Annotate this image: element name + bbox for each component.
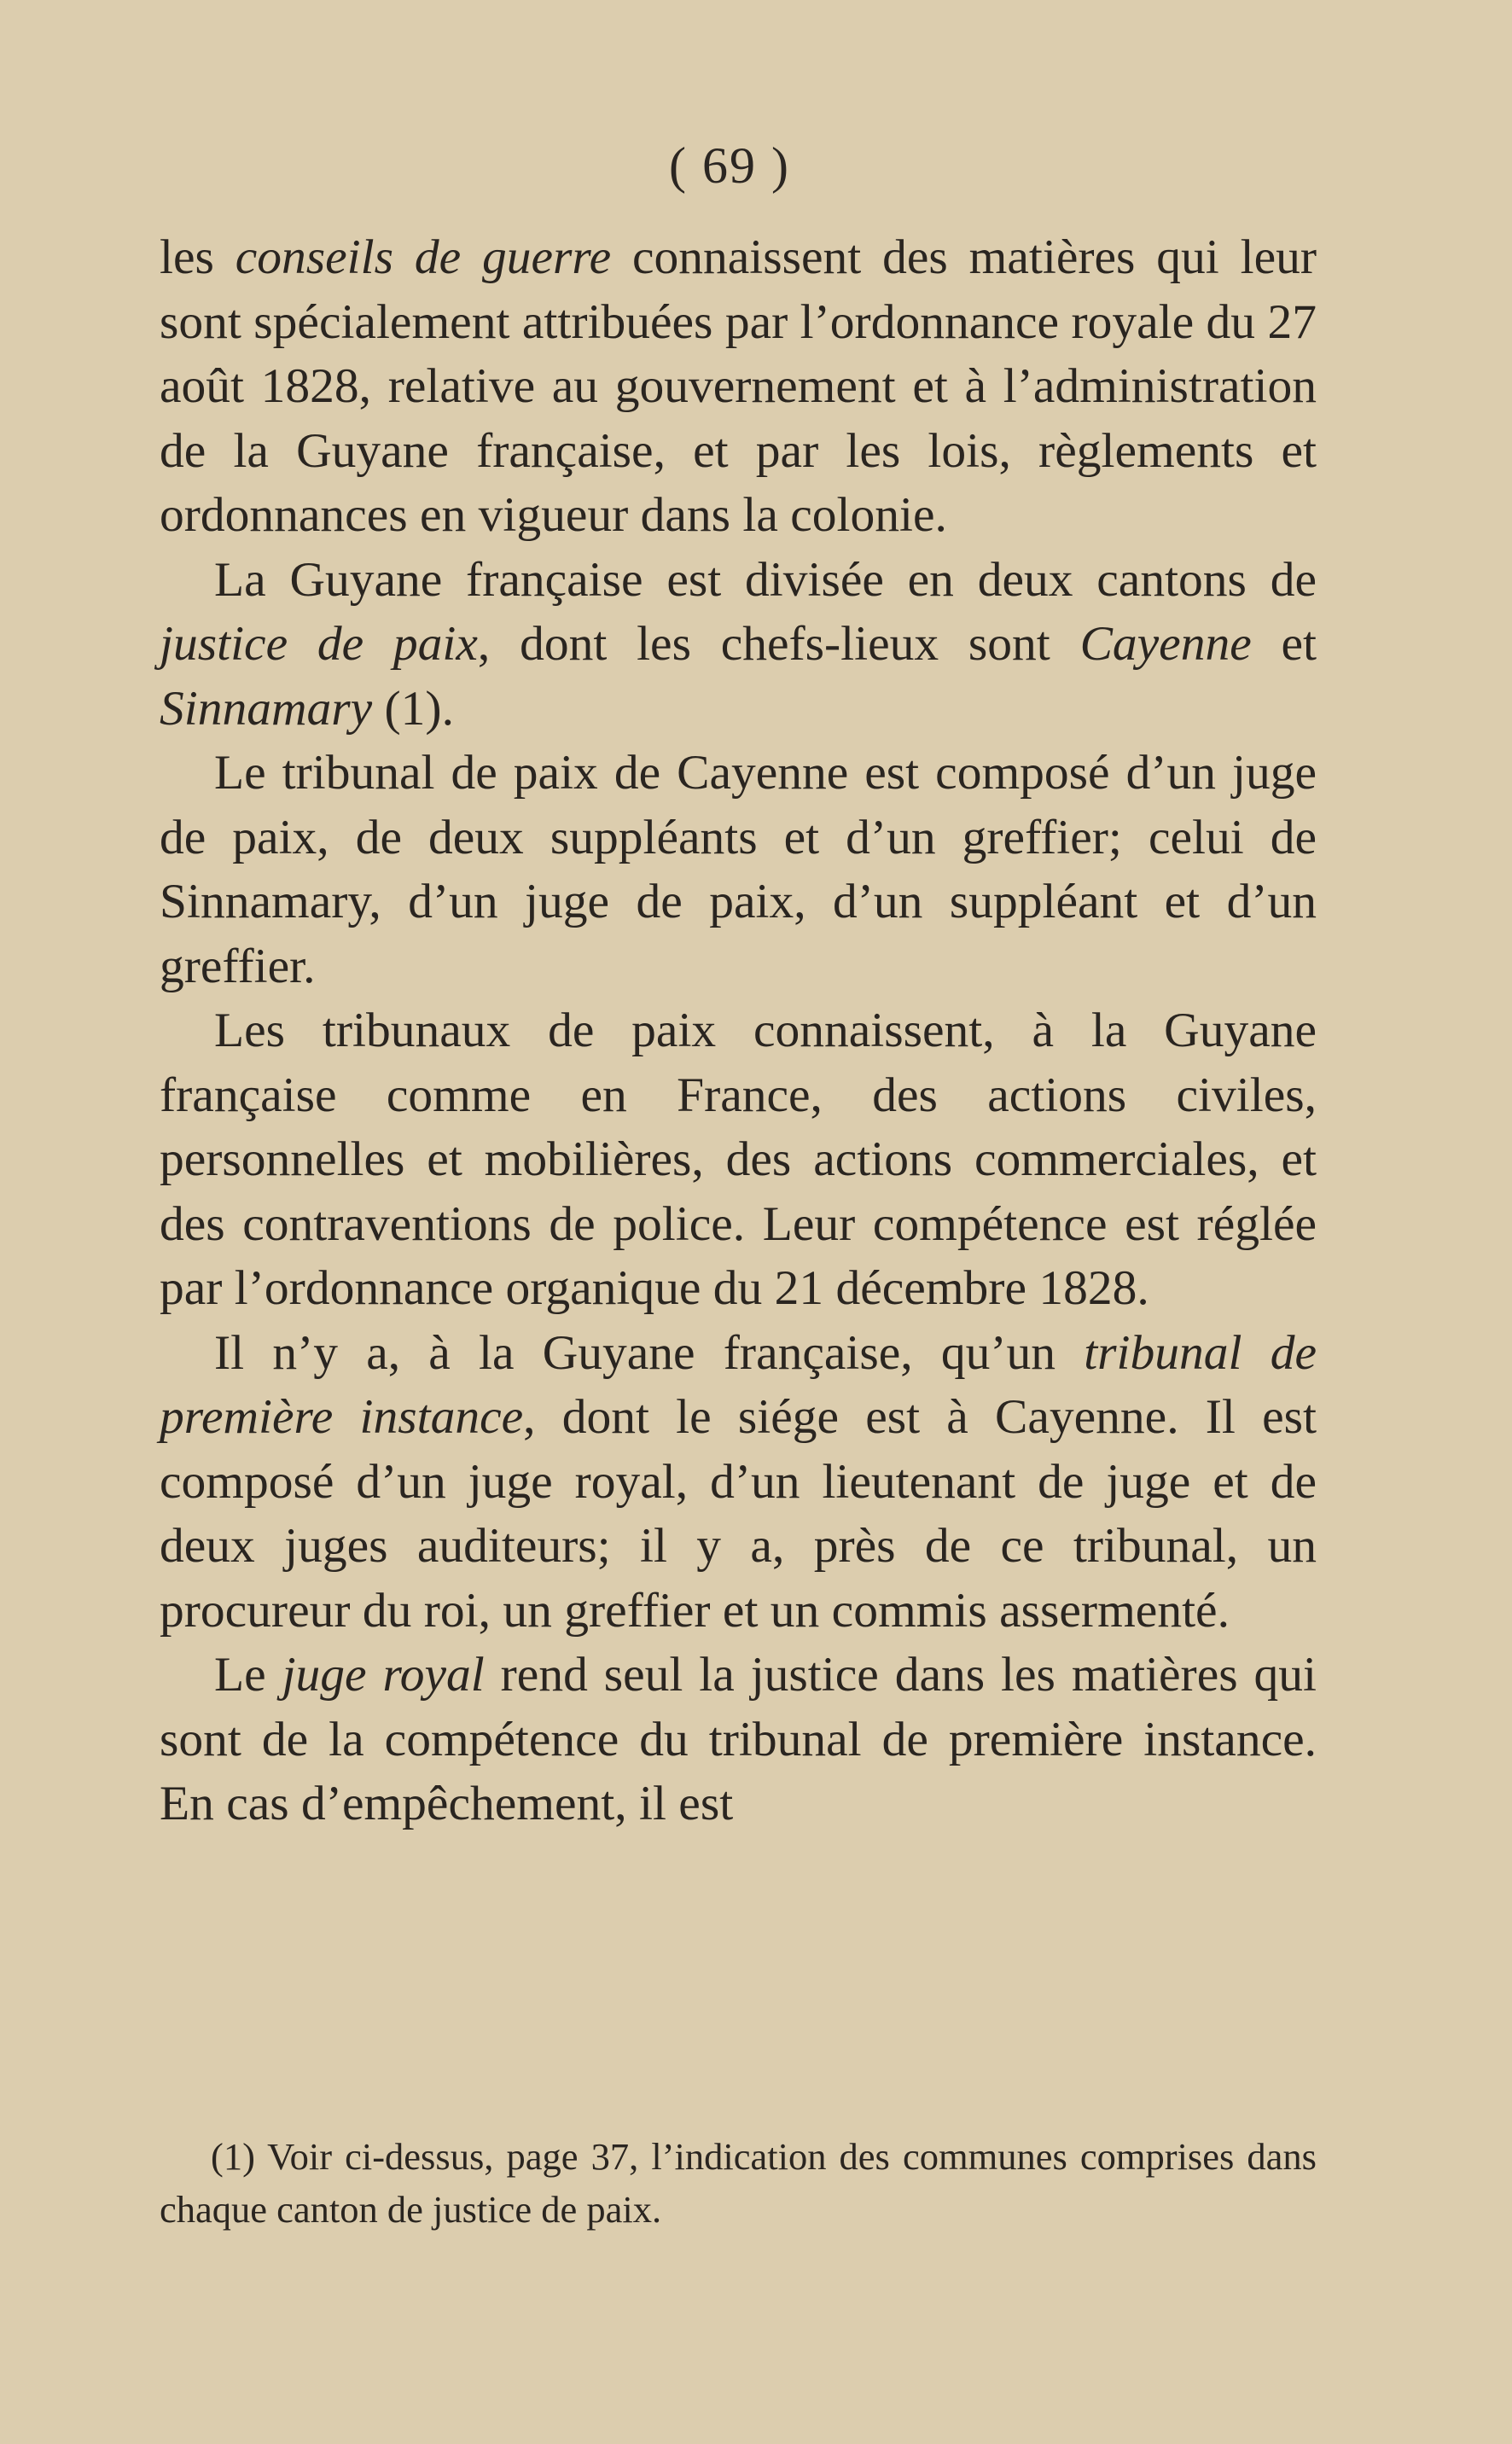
- page-number: ( 69 ): [669, 137, 790, 194]
- footnote-reference: (1).: [372, 681, 454, 736]
- paragraph-2: [160, 548, 1317, 742]
- text-segment: , dont le siége est à Cayenne. Il est composé d’un juge royal, d’un lieutenant de juge et de deux juges auditeurs; il y a, près de ce tribunal, un procureur du roi, un greffier et un commis assermenté.: [160, 1390, 1317, 1638]
- italic-term: juge royal: [282, 1648, 485, 1702]
- text-segment: les: [160, 230, 236, 284]
- italic-term: Cayenne: [1079, 617, 1252, 671]
- text-segment: Le: [214, 1648, 282, 1702]
- footnote-text: (1) Voir ci-dessus, page 37, l’indication des communes comprises dans chaque canton de justice de paix.: [160, 2135, 1317, 2231]
- footnote: [160, 2130, 1317, 2236]
- text-segment: rend seul la justice dans les matières qui sont de la compétence du tribunal de première instance. En cas d’empêchement, il est: [160, 1648, 1317, 1830]
- paragraph-4: [160, 998, 1317, 1321]
- paragraph-1: [160, 225, 1317, 548]
- text-segment: Le tribunal de paix de Cayenne est composé d’un juge de paix, de deux suppléants et d’un greffier; celui de Sinnamary, d’un juge de paix, d’un suppléant et d’un greffier.: [160, 746, 1317, 993]
- text-segment: , dont les chefs-lieux sont: [477, 617, 1080, 671]
- italic-term: Sinnamary: [160, 681, 373, 736]
- paragraph-6: [160, 1643, 1317, 1836]
- text-segment: La Guyane française est divisée en deux cantons de: [214, 552, 1317, 607]
- paragraph-3: [160, 741, 1317, 998]
- text-segment: Les tribunaux de paix connaissent, à la Guyane française comme en France, des actions civiles, personnelles et mobilières, des actions commerciales, et des contraventions de police. Leur compétence est réglée par l’ordonnance organique du 21 décembre 1828.: [160, 1004, 1317, 1315]
- main-text: [160, 225, 1317, 1836]
- italic-term: conseils de guerre: [235, 230, 612, 284]
- paragraph-5: [160, 1321, 1317, 1644]
- text-segment: connaissent des matières qui leur sont spécialement attribuées par l’ordonnance royale du 27 août 1828, relative au gouvernement et à l’administration de la Guyane française, et par les lois, règlements et ordonnances en vigueur dans la colonie.: [160, 230, 1317, 542]
- text-segment: et: [1251, 617, 1317, 671]
- italic-term: tribunal de première instance: [160, 1325, 1317, 1444]
- text-segment: Il n’y a, à la Guyane française, qu’un: [214, 1325, 1085, 1380]
- italic-term: justice de paix: [160, 617, 478, 671]
